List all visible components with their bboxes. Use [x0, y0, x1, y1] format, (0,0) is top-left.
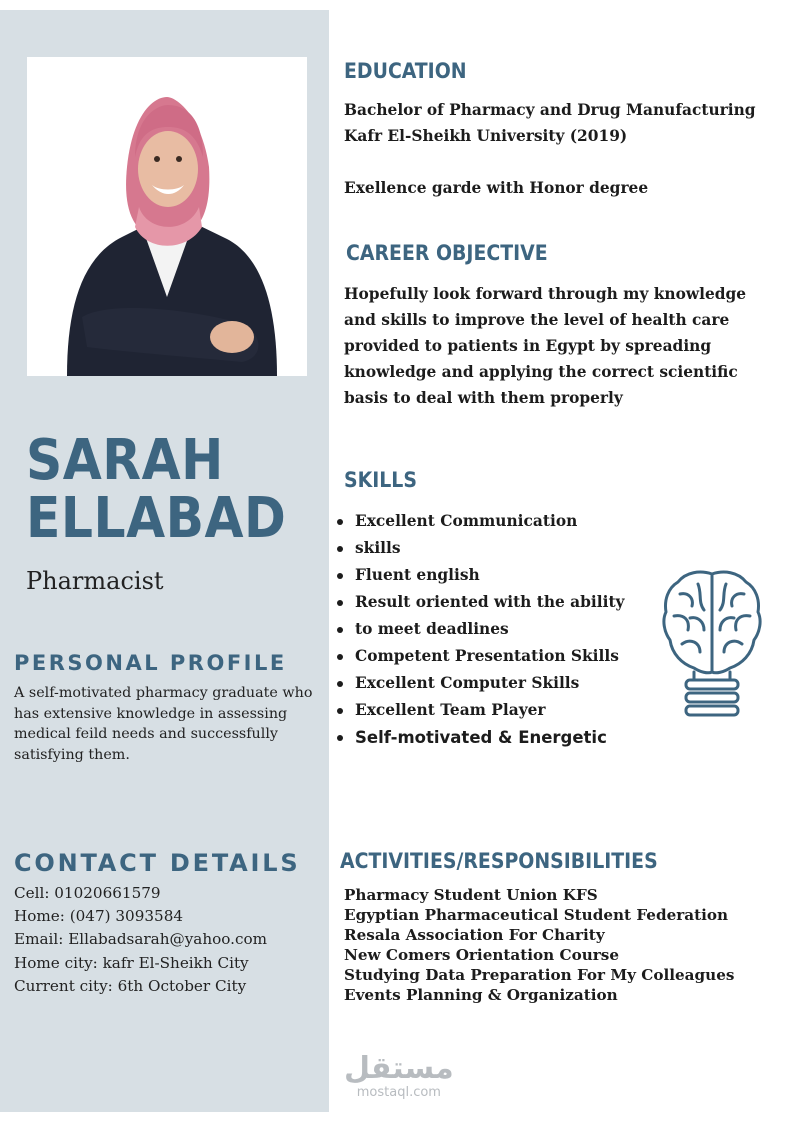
watermark-latin: mostaql.com	[356, 1085, 441, 1100]
job-title: Pharmacist	[26, 567, 164, 595]
career-objective-text: Hopefully look forward through my knowledge and skills to improve the level of health care provided to patients in Egypt by spreading knowledge and applying the correct scientific basis to deal with them properly	[344, 285, 747, 407]
contact-email: Email: Ellabadsarah@yahoo.com	[14, 930, 268, 949]
personal-profile-heading: PERSONAL PROFILE	[14, 651, 287, 675]
candidate-name	[26, 428, 287, 551]
contact-cell: Cell: 01020661579	[14, 884, 161, 902]
skill-item: Excellent Communication	[333, 508, 625, 535]
skills-heading: SKILLS	[344, 468, 417, 492]
activities-list	[344, 885, 734, 1005]
education-degree: Bachelor of Pharmacy and Drug Manufacturing	[344, 101, 756, 119]
skill-item: to meet deadlines	[333, 616, 625, 643]
skill-item: Result oriented with the ability	[333, 589, 625, 616]
skill-item: Excellent Team Player	[333, 697, 625, 724]
skills-list	[333, 508, 625, 751]
contact-current-city: Current city: 6th October City	[14, 976, 247, 995]
activity-item: New Comers Orientation Course	[344, 946, 619, 964]
activity-item: Studying Data Preparation For My Colleagues	[344, 966, 735, 984]
brain-lightbulb-icon	[660, 568, 764, 728]
skill-item: Fluent english	[333, 562, 625, 589]
activity-item: Resala Association For Charity	[344, 926, 605, 944]
education-heading: EDUCATION	[344, 59, 467, 83]
activities-heading: ACTIVITIES/RESPONSIBILITIES	[340, 849, 658, 873]
personal-profile-text: A self-motivated pharmacy graduate who has extensive knowledge in assessing medical feild needs and successfully satisfying them.	[14, 685, 313, 764]
education-section	[344, 97, 756, 201]
skill-item: Excellent Computer Skills	[333, 670, 625, 697]
contact-home-city: Home city: kafr El-Sheikh City	[14, 953, 249, 972]
last-name: ELLABAD	[26, 486, 287, 551]
skill-item: skills	[333, 535, 625, 562]
first-name: SARAH	[26, 428, 224, 493]
contact-details-heading: CONTACT DETAILS	[14, 849, 301, 877]
watermark-arabic: مستقل	[344, 1051, 454, 1086]
skill-item: Competent Presentation Skills	[333, 643, 625, 670]
contact-list	[14, 882, 267, 998]
skill-item: Self-motivated & Energetic	[333, 724, 625, 751]
profile-photo	[27, 57, 307, 376]
career-objective-heading: CAREER OBJECTIVE	[346, 241, 548, 265]
contact-home-phone: Home: (047) 3093584	[14, 907, 184, 926]
education-grade: Exellence garde with Honor degree	[344, 179, 649, 197]
mostaql-watermark	[344, 1052, 454, 1100]
activity-item: Events Planning & Organization	[344, 986, 618, 1004]
activity-item: Pharmacy Student Union KFS	[344, 886, 598, 904]
activity-item: Egyptian Pharmaceutical Student Federation	[344, 906, 729, 924]
education-school: Kafr El-Sheikh University (2019)	[344, 127, 628, 145]
